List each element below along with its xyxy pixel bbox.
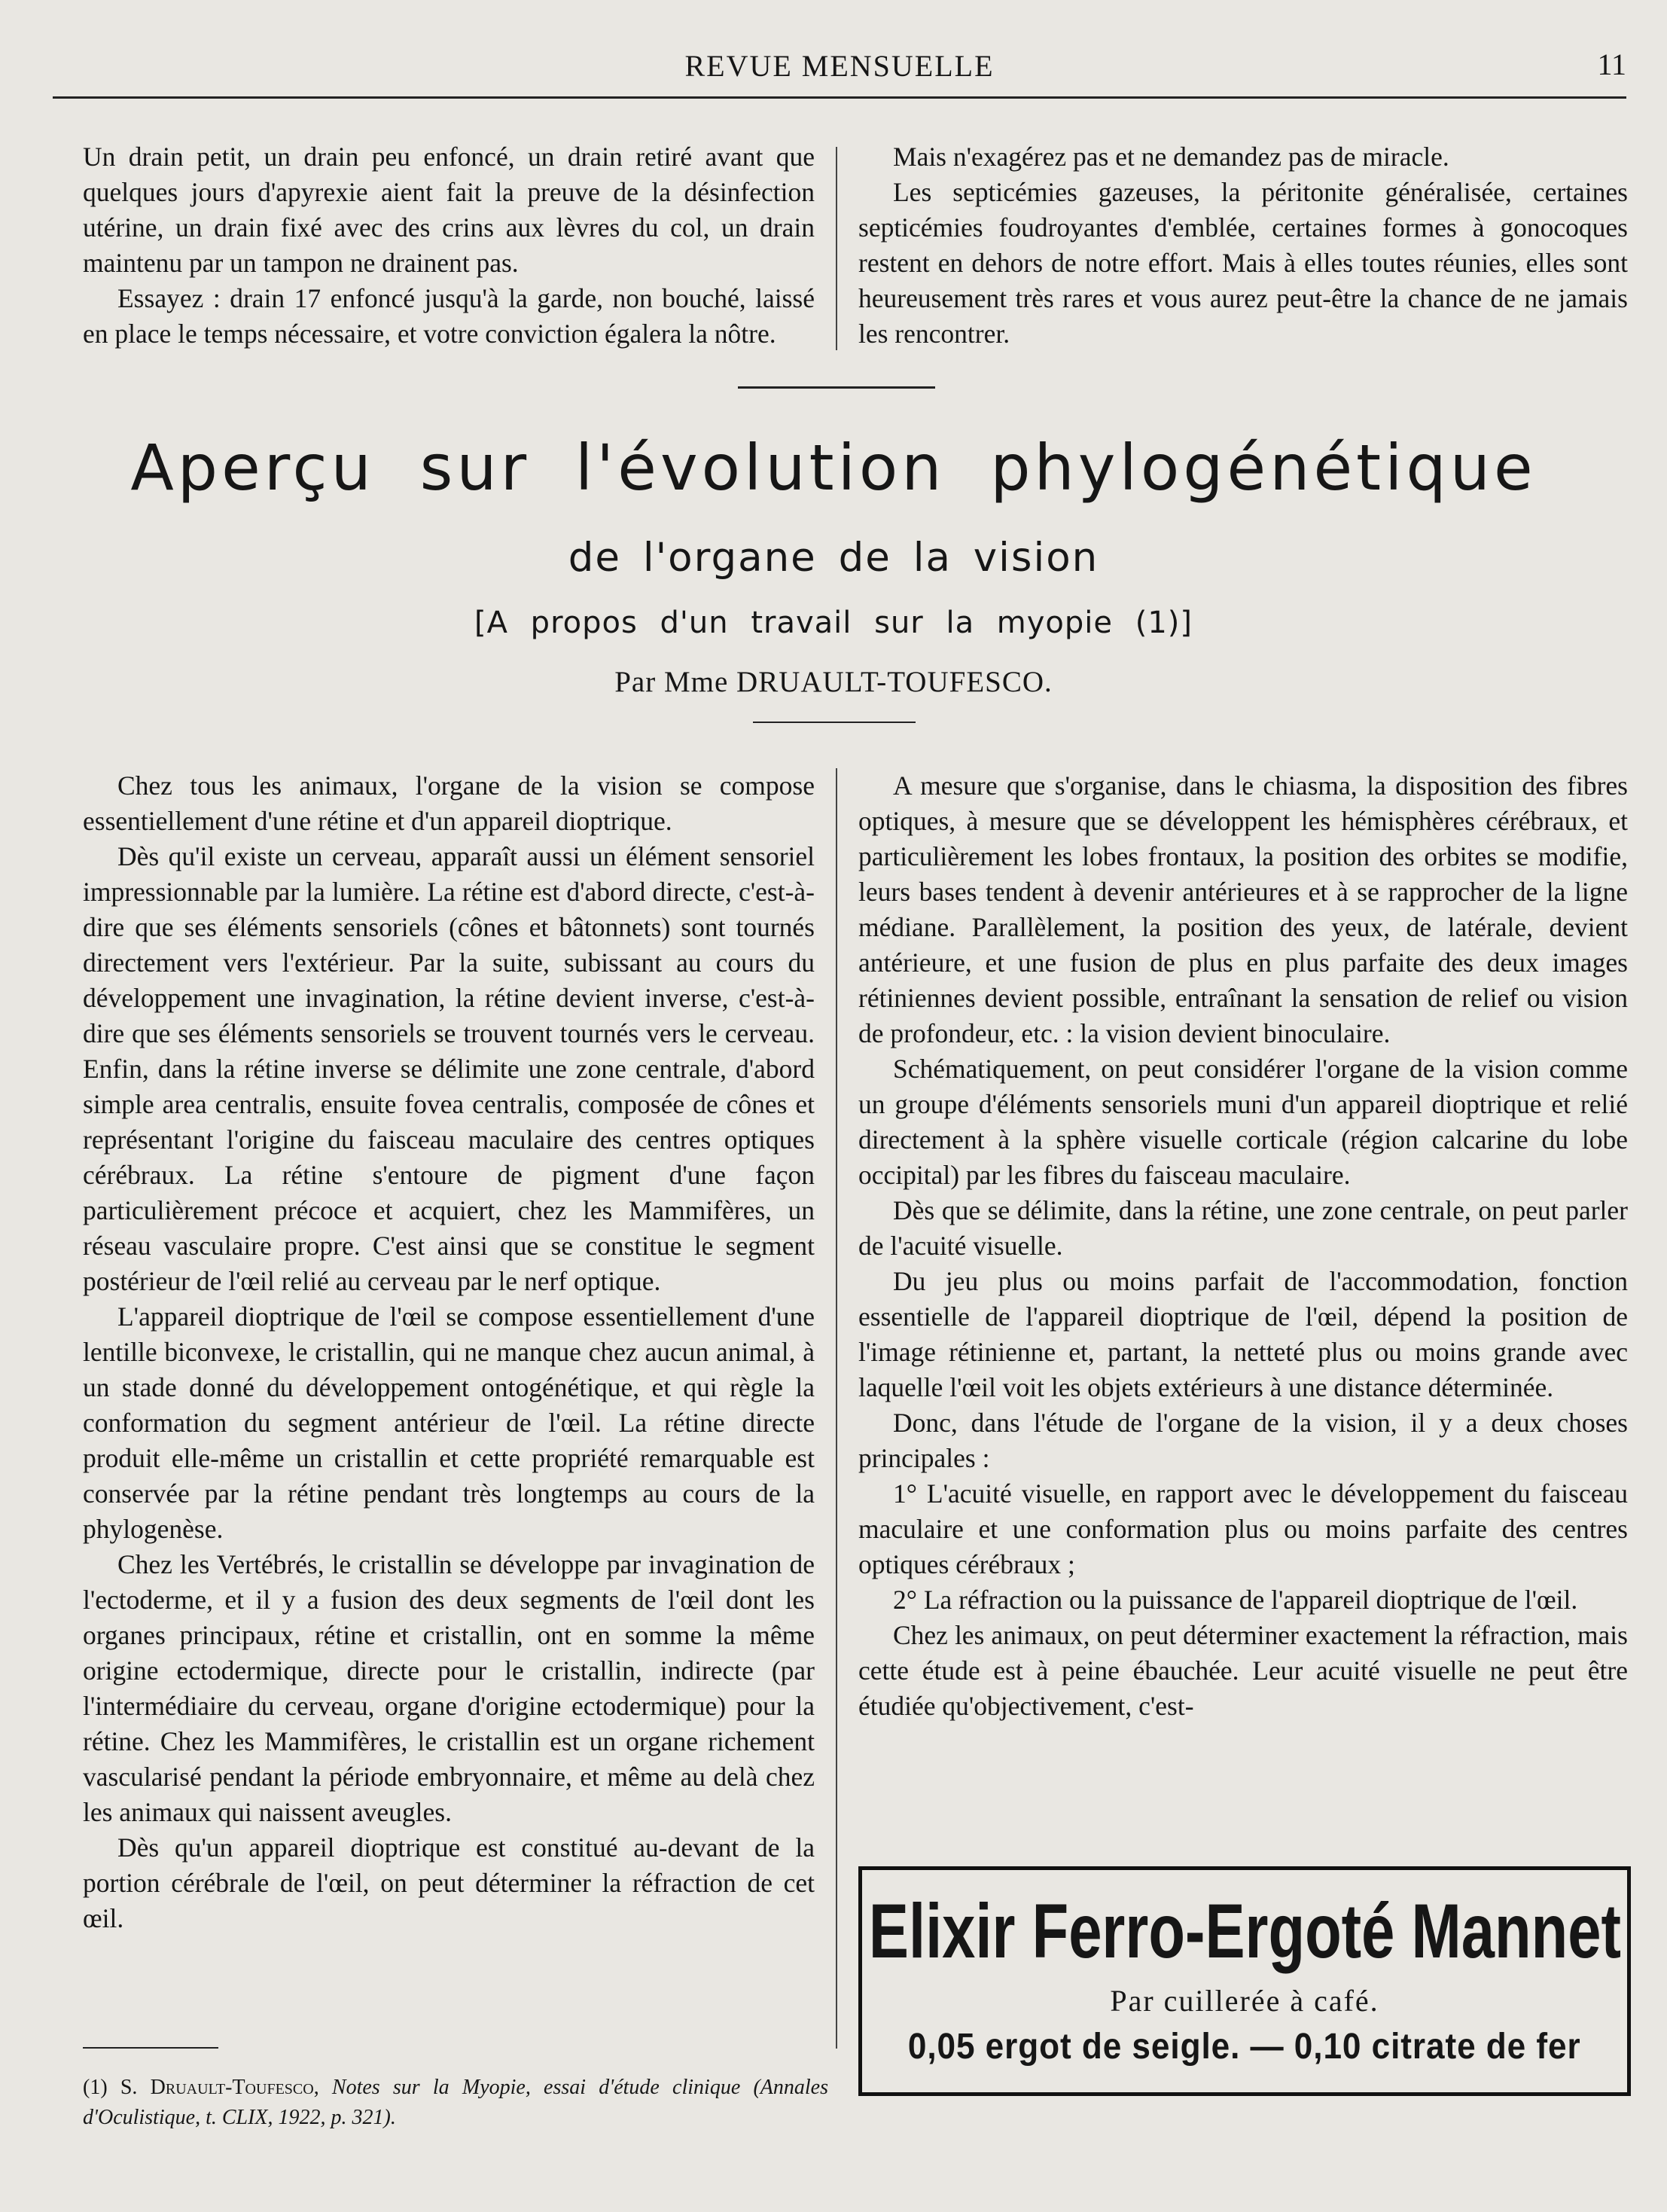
previous-article-left-column — [83, 139, 815, 352]
running-header — [53, 45, 1626, 98]
paragraph: Du jeu plus ou moins parfait de l'accommodation, fonction essentielle de l'appareil dioptrique de l'œil, dépend la position de l'image rétinienne et, partant, la netteté plus ou moins grande avec laquelle l'œil voit les objets extérieurs à une distance déterminée. — [858, 1266, 1628, 1402]
article-title: Aperçu sur l'évolution phylogénétique — [130, 431, 1537, 505]
paragraph: Schématiquement, on peut considérer l'organe de la vision comme un groupe d'éléments sensoriels muni d'un appareil dioptrique et relié directement à la sphère visuelle corticale (région calcarine du lobe occipital) par les fibres du faisceau maculaire. — [858, 1054, 1628, 1190]
journal-title: REVUE MENSUELLE — [684, 49, 995, 83]
section-separator — [738, 386, 935, 389]
paragraph: 2° La réfraction ou la puissance de l'appareil dioptrique de l'œil. — [893, 1585, 1578, 1615]
paragraph: Dès qu'un appareil dioptrique est constitué au-devant de la portion cérébrale de l'œil, on peut déterminer la réfraction de cet œil. — [83, 1832, 815, 1933]
paragraph: Dès que se délimite, dans la rétine, une zone centrale, on peut parler de l'acuité visuelle. — [858, 1195, 1628, 1261]
ad-product-name: Elixir Ferro-Ergoté Mannet — [868, 1888, 1621, 1974]
article-left-column — [83, 768, 815, 1936]
article-byline: Par Mme DRUAULT-TOUFESCO. — [614, 666, 1053, 698]
advertisement-box — [858, 1866, 1631, 2096]
column-divider — [836, 768, 837, 2049]
page-number: 11 — [1597, 47, 1626, 81]
footnote-author: Druault-Toufesco, — [150, 2076, 319, 2099]
paragraph: L'appareil dioptrique de l'œil se compose essentiellement d'une lentille biconvexe, le cristallin, qui ne manque chez aucun animal, à un stade donné du développement ontogénétique, et qui règle la conformation du segment antérieur de l'œil. La rétine directe produit elle-même un cristallin et cette propriété remarquable est conservée par la rétine pendant très longtemps au cours de la phylogenèse. — [83, 1301, 815, 1544]
footnote-text: Notes sur la Myopie, essai d'étude clinique (Annales d'Oculistique, t. CLIX, 1922, p. 321). — [83, 2076, 828, 2129]
paragraph: Chez tous les animaux, l'organe de la vision se compose essentiellement d'une rétine et d'un appareil dioptrique. — [83, 770, 815, 836]
paragraph: Chez les Vertébrés, le cristallin se développe par invagination de l'ectoderme, et il y a fusion des deux segments de l'œil dont les organes principaux, rétine et cristallin, ont en somme la même origine ectodermique, directe pour le cristallin, indirecte (par l'intermédiaire du cerveau, organe d'origine ectodermique) pour la rétine. Chez les Mammifères, le cristallin est un organe richement vascularisé pendant la période embryonnaire, et même au delà chez les animaux qui naissent aveugles. — [83, 1549, 815, 1827]
footnote-marker: (1) S. — [83, 2076, 151, 2099]
paragraph: Donc, dans l'étude de l'organe de la vision, il y a deux choses principales : — [858, 1408, 1628, 1473]
paragraph: 1° L'acuité visuelle, en rapport avec le développement du faisceau maculaire et une conformation plus ou moins parfaite des centres optiques cérébraux ; — [858, 1478, 1628, 1579]
article-note: [A propos d'un travail sur la myopie (1)] — [474, 606, 1193, 640]
paragraph: Un drain petit, un drain peu enfoncé, un drain retiré avant que quelques jours d'apyrexie aient fait la preuve de la désinfection utérine, un drain fixé avec des crins aux lèvres du col, un drain maintenu par un tampon ne drainent pas. — [83, 142, 815, 278]
paragraph: A mesure que s'organise, dans le chiasma, la disposition des fibres optiques, à mesure que se développent les hémisphères cérébraux, et particulièrement les lobes frontaux, la position des orbites se modifie, leurs bases tendent à devenir antérieures et à se rapprocher de la ligne médiane. Parallèlement, la position des yeux, de latérale, devient antérieure, et une fusion de plus en plus parfaite des deux images rétiniennes devient possible, entraînant la sensation de relief ou vision de profondeur, etc. : la vision devient binoculaire. — [858, 770, 1628, 1048]
header-rule — [53, 96, 1626, 99]
paragraph: Les septicémies gazeuses, la péritonite généralisée, certaines septicémies foudroyantes d'emblée, certaines formes à gonocoques restent en dehors de notre effort. Mais à elles toutes réunies, elles sont heureusement très rares et vous aurez peut-être la chance de ne jamais les rencontrer. — [858, 177, 1628, 349]
paragraph: Dès qu'il existe un cerveau, apparaît aussi un élément sensoriel impressionnable par la lumière. La rétine est d'abord directe, c'est-à-dire que ses éléments sensoriels (cônes et bâtonnets) sont tournés directement vers l'extérieur. Par la suite, subissant au cours du développement une invagination, la rétine devient inverse, c'est-à-dire que ses éléments sensoriels se trouvent tournés vers le cerveau. Enfin, dans la rétine inverse se délimite une zone centrale, d'abord simple area centralis, ensuite fovea centralis, composée de cônes et représentant l'origine du faisceau maculaire des centres optiques cérébraux. La rétine s'entoure de pigment d'une façon particulièrement précoce et acquiert, chez les Mammifères, un réseau vasculaire propre. C'est ainsi que se constitue le segment postérieur de l'œil relié au cerveau par le nerf optique. — [83, 841, 815, 1296]
byline-separator — [753, 722, 916, 723]
paragraph: Mais n'exagérez pas et ne demandez pas de miracle. — [893, 142, 1449, 172]
paragraph: Essayez : drain 17 enfoncé jusqu'à la garde, non bouché, laissé en place le temps nécessaire, et votre conviction égalera la nôtre. — [83, 283, 815, 349]
article-right-column — [858, 768, 1628, 1724]
footnote — [83, 2073, 828, 2133]
article-subtitle: de l'organe de la vision — [568, 535, 1099, 581]
column-divider — [836, 147, 837, 350]
paragraph: Chez les animaux, on peut déterminer exactement la réfraction, mais cette étude est à peine ébauchée. Leur acuité visuelle ne peut être étudiée qu'objectivement, c'est- — [858, 1620, 1628, 1721]
ad-composition: 0,05 ergot de seigle. — 0,10 citrate de fer — [908, 2027, 1581, 2067]
footnote-rule — [83, 2047, 218, 2049]
previous-article-right-column — [858, 139, 1628, 352]
ad-dose: Par cuillerée à café. — [1110, 1984, 1379, 2018]
